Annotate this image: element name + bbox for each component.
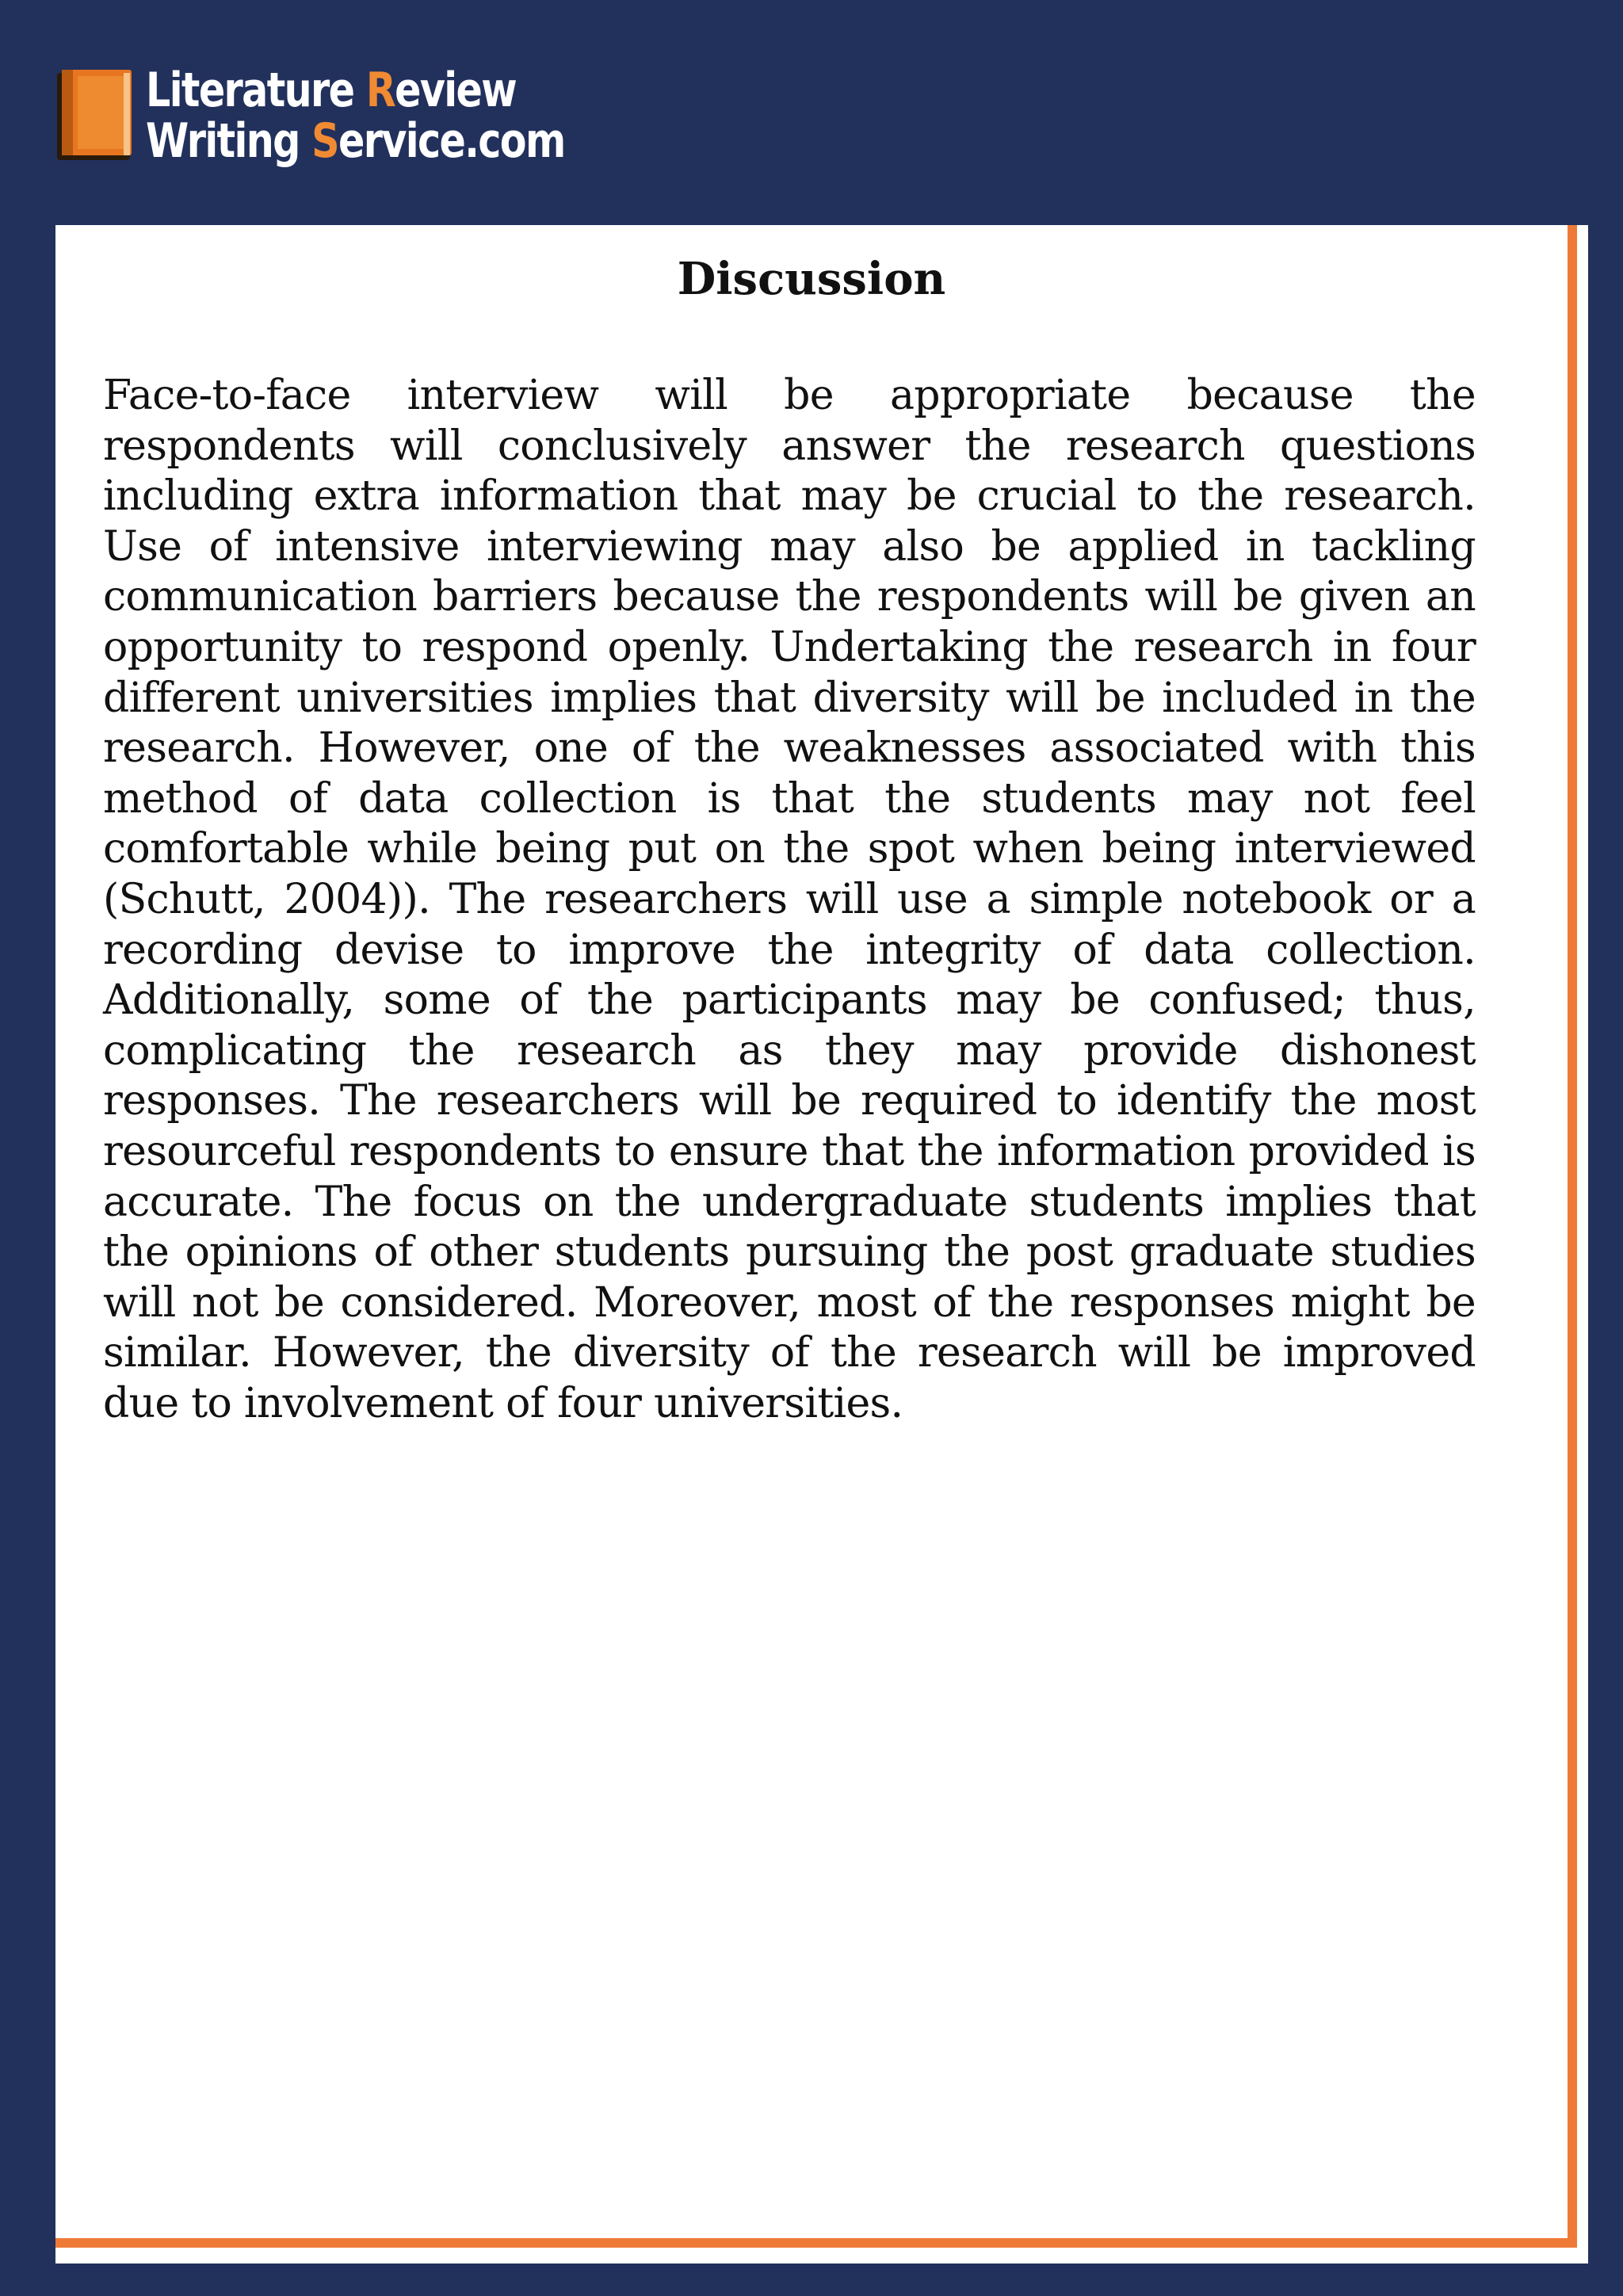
frame-gap-bottom — [55, 2248, 1588, 2264]
brand-text: eview — [395, 63, 517, 118]
brand-accent-letter: R — [365, 63, 395, 118]
brand-logo[interactable] — [57, 63, 657, 169]
accent-border-bottom — [55, 2238, 1577, 2248]
document-paragraph: Face-to-face interview will be appropriate because the respondents will conclusively answer the research questions including extra information that may be crucial to the research. Use of intensive interviewing may also be applied in tackling communication barriers because the respondents will be given an opportunity to respond openly. Undertaking the research in four different universities implies that diversity will be included in the research. However, one of the weaknesses associated with this method of data collection is that the students may not feel comfortable while being put on the spot when being interviewed (Schutt, 2004)). The researchers will use a simple notebook or a recording devise to improve the integrity of data collection. Additionally, some of the participants may be confused; thus, complicating the research as they may provide dishonest responses. The researchers will be required to identify the most resourceful respondents to ensure that the information provided is accurate. The focus on the undergraduate students implies that the opinions of other students pursuing the post graduate studies will not be considered. Moreover, most of the responses might be similar. However, the diversity of the research will be improved due to involvement of four universities. — [103, 372, 1476, 1427]
brand-name-line-2 — [146, 113, 565, 169]
brand-text: Writing — [146, 113, 312, 169]
brand-accent-letter: S — [311, 113, 338, 169]
book-icon — [57, 70, 133, 162]
accent-border-right — [1568, 225, 1577, 2248]
document-title: Discussion — [677, 253, 946, 305]
brand-name — [146, 63, 565, 169]
frame-gap-right — [1577, 225, 1588, 2264]
brand-text: Literature — [146, 63, 366, 118]
brand-text: ervice.com — [338, 113, 565, 169]
brand-name-line-1 — [146, 65, 565, 116]
page-header — [0, 0, 1623, 225]
